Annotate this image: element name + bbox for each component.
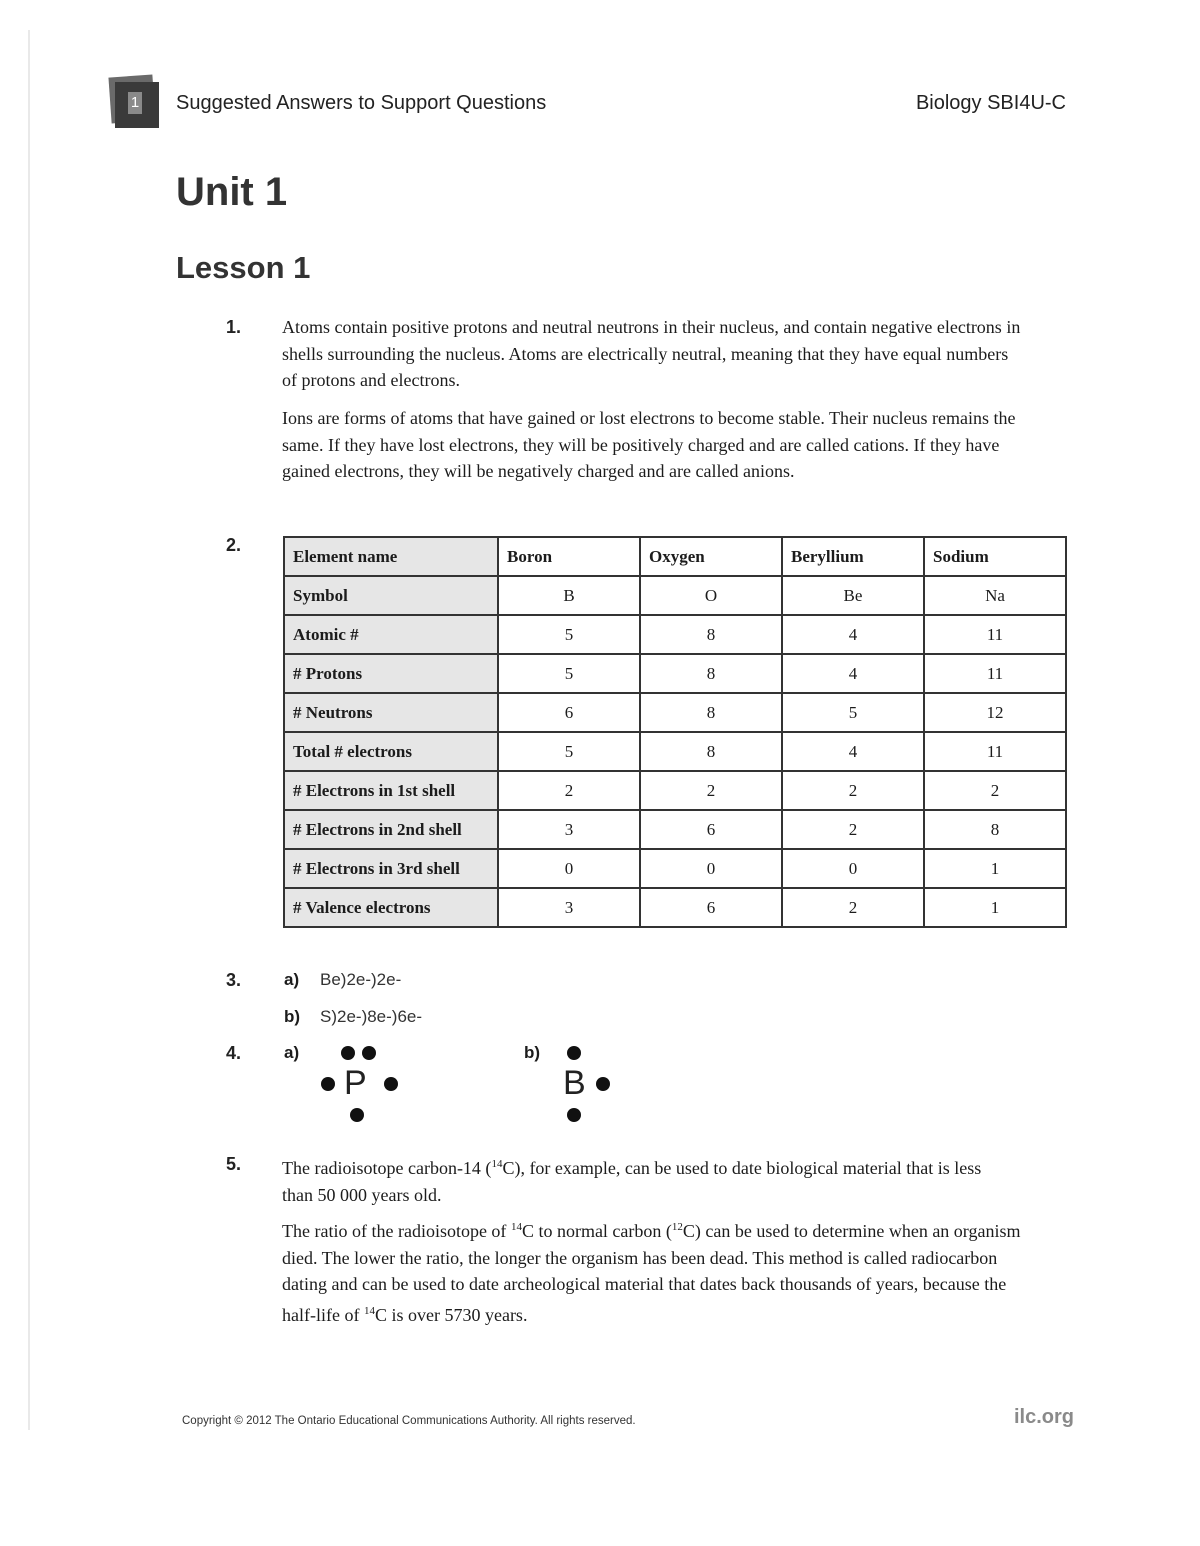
electron-dot (384, 1077, 398, 1091)
question-3b-label: b) (284, 1007, 301, 1026)
question-3b-answer: S)2e-)8e-)6e- (320, 1007, 423, 1026)
footer-copyright: Copyright © 2012 The Ontario Educational Communications Authority. All rights reserved. (182, 1415, 636, 1427)
unit-badge (110, 76, 162, 130)
table-cell: 11 (924, 654, 1066, 693)
table-row-label: # Electrons in 2nd shell (284, 810, 498, 849)
table-cell: 6 (640, 810, 782, 849)
superscript: 14 (491, 1158, 503, 1170)
table-cell: 2 (782, 810, 924, 849)
text-run: The ratio of the radioisotope of (282, 1221, 511, 1241)
question-5-number: 5. (226, 1154, 242, 1174)
electron-dot (350, 1108, 364, 1122)
table-cell: 2 (782, 771, 924, 810)
table-cell: 6 (640, 888, 782, 927)
table-row-label: Atomic # (284, 615, 498, 654)
table-header-cell: Beryllium (782, 537, 924, 576)
table-cell: 3 (498, 810, 640, 849)
badge-number: 1 (128, 92, 142, 114)
table-row (284, 615, 1066, 654)
table-cell: 6 (498, 693, 640, 732)
question-2-number: 2. (226, 535, 242, 555)
table-cell: 3 (498, 888, 640, 927)
question-5-paragraph-1 (282, 1151, 1012, 1208)
table-cell: 11 (924, 732, 1066, 771)
table-cell: 4 (782, 615, 924, 654)
table-header-cell: Element name (284, 537, 498, 576)
table-row (284, 810, 1066, 849)
table-header-cell: Boron (498, 537, 640, 576)
table-cell: 4 (782, 654, 924, 693)
table-cell: 5 (782, 693, 924, 732)
table-cell: 1 (924, 888, 1066, 927)
table-cell: 2 (498, 771, 640, 810)
superscript: 14 (363, 1304, 375, 1317)
table-row-label: # Electrons in 1st shell (284, 771, 498, 810)
table-cell: 0 (498, 849, 640, 888)
table-cell: 8 (924, 810, 1066, 849)
table-cell: 1 (924, 849, 1066, 888)
table-cell: 5 (498, 615, 640, 654)
electron-dot (321, 1077, 335, 1091)
table-row (284, 693, 1066, 732)
electron-dot (341, 1046, 355, 1060)
question-4-number: 4. (226, 1043, 242, 1063)
electron-dot (567, 1046, 581, 1060)
table-row-label: Total # electrons (284, 732, 498, 771)
table-cell: 2 (782, 888, 924, 927)
table-header-cell: Sodium (924, 537, 1066, 576)
unit-title: Unit 1 (176, 170, 288, 214)
question-3a-answer: Be)2e-)2e- (320, 970, 402, 989)
superscript: 12 (671, 1221, 683, 1233)
table-cell: O (640, 576, 782, 615)
table-cell: 5 (498, 732, 640, 771)
table-cell: 8 (640, 693, 782, 732)
scan-edge (28, 30, 30, 1430)
table-cell: 8 (640, 654, 782, 693)
boron-symbol: B (563, 1064, 586, 1102)
superscript: 14 (510, 1221, 522, 1233)
question-3-number: 3. (226, 970, 242, 990)
table-cell: 5 (498, 654, 640, 693)
header-course: Biology SBI4U-C (915, 92, 1066, 114)
table-cell: 11 (924, 615, 1066, 654)
table-cell: B (498, 576, 640, 615)
table-cell: 12 (924, 693, 1066, 732)
question-5-paragraph-2 (282, 1214, 1027, 1328)
table-row (284, 576, 1066, 615)
table-row-label: # Protons (284, 654, 498, 693)
table-cell: 2 (924, 771, 1066, 810)
question-4a-label: a) (284, 1043, 300, 1062)
text-run: C), for example, can be used to date biological material that is less than 50 000 years old. (282, 1158, 982, 1205)
question-1-number: 1. (226, 317, 242, 337)
table-cell: 0 (640, 849, 782, 888)
table-row-label: Symbol (284, 576, 498, 615)
electron-dot (362, 1046, 376, 1060)
table-cell: 8 (640, 732, 782, 771)
text-run: C is over 5730 years. (374, 1304, 528, 1325)
text-run: The radioisotope carbon-14 ( (282, 1158, 492, 1178)
table-row (284, 654, 1066, 693)
element-table (283, 536, 1067, 928)
table-row (284, 732, 1066, 771)
lesson-title: Lesson 1 (176, 250, 311, 285)
text-run: C) can be used to determine when an organism died. The lower the ratio, the longer the organism has been dead. This method is called radiocarbon dating and can be used to date archeological material that dates back thousands of years, because the half-life of (282, 1221, 1021, 1325)
table-cell: 4 (782, 732, 924, 771)
phosphorus-symbol: P (344, 1064, 367, 1102)
electron-dot (596, 1077, 610, 1091)
text-run: C to normal carbon ( (521, 1221, 672, 1241)
header-title: Suggested Answers to Support Questions (176, 92, 547, 114)
question-3a-label: a) (284, 970, 300, 989)
table-header-cell: Oxygen (640, 537, 782, 576)
table-row (284, 849, 1066, 888)
question-1-paragraph-1: Atoms contain positive protons and neutral neutrons in their nucleus, and contain negative electrons in shells surrounding the nucleus. Atoms are electrically neutral, meaning that they have equal numbers of protons and electrons. (282, 317, 1021, 390)
footer-site-link[interactable]: ilc.org (1013, 1406, 1074, 1428)
question-4b-label: b) (524, 1043, 541, 1062)
electron-dot (567, 1108, 581, 1122)
table-cell: 2 (640, 771, 782, 810)
table-cell: Be (782, 576, 924, 615)
table-row-label: # Neutrons (284, 693, 498, 732)
table-row (284, 888, 1066, 927)
table-row (284, 771, 1066, 810)
table-header-row (284, 537, 1066, 576)
question-1-paragraph-2: Ions are forms of atoms that have gained or lost electrons to become stable. Their nucleus remains the same. If they have lost electrons, they will be positively charged and are called cations. If they have gained electrons, they will be negatively charged and are called anions. (282, 408, 1016, 481)
table-row-label: # Electrons in 3rd shell (284, 849, 498, 888)
table-row-label: # Valence electrons (284, 888, 498, 927)
table-cell: 0 (782, 849, 924, 888)
table-cell: 8 (640, 615, 782, 654)
table-cell: Na (924, 576, 1066, 615)
